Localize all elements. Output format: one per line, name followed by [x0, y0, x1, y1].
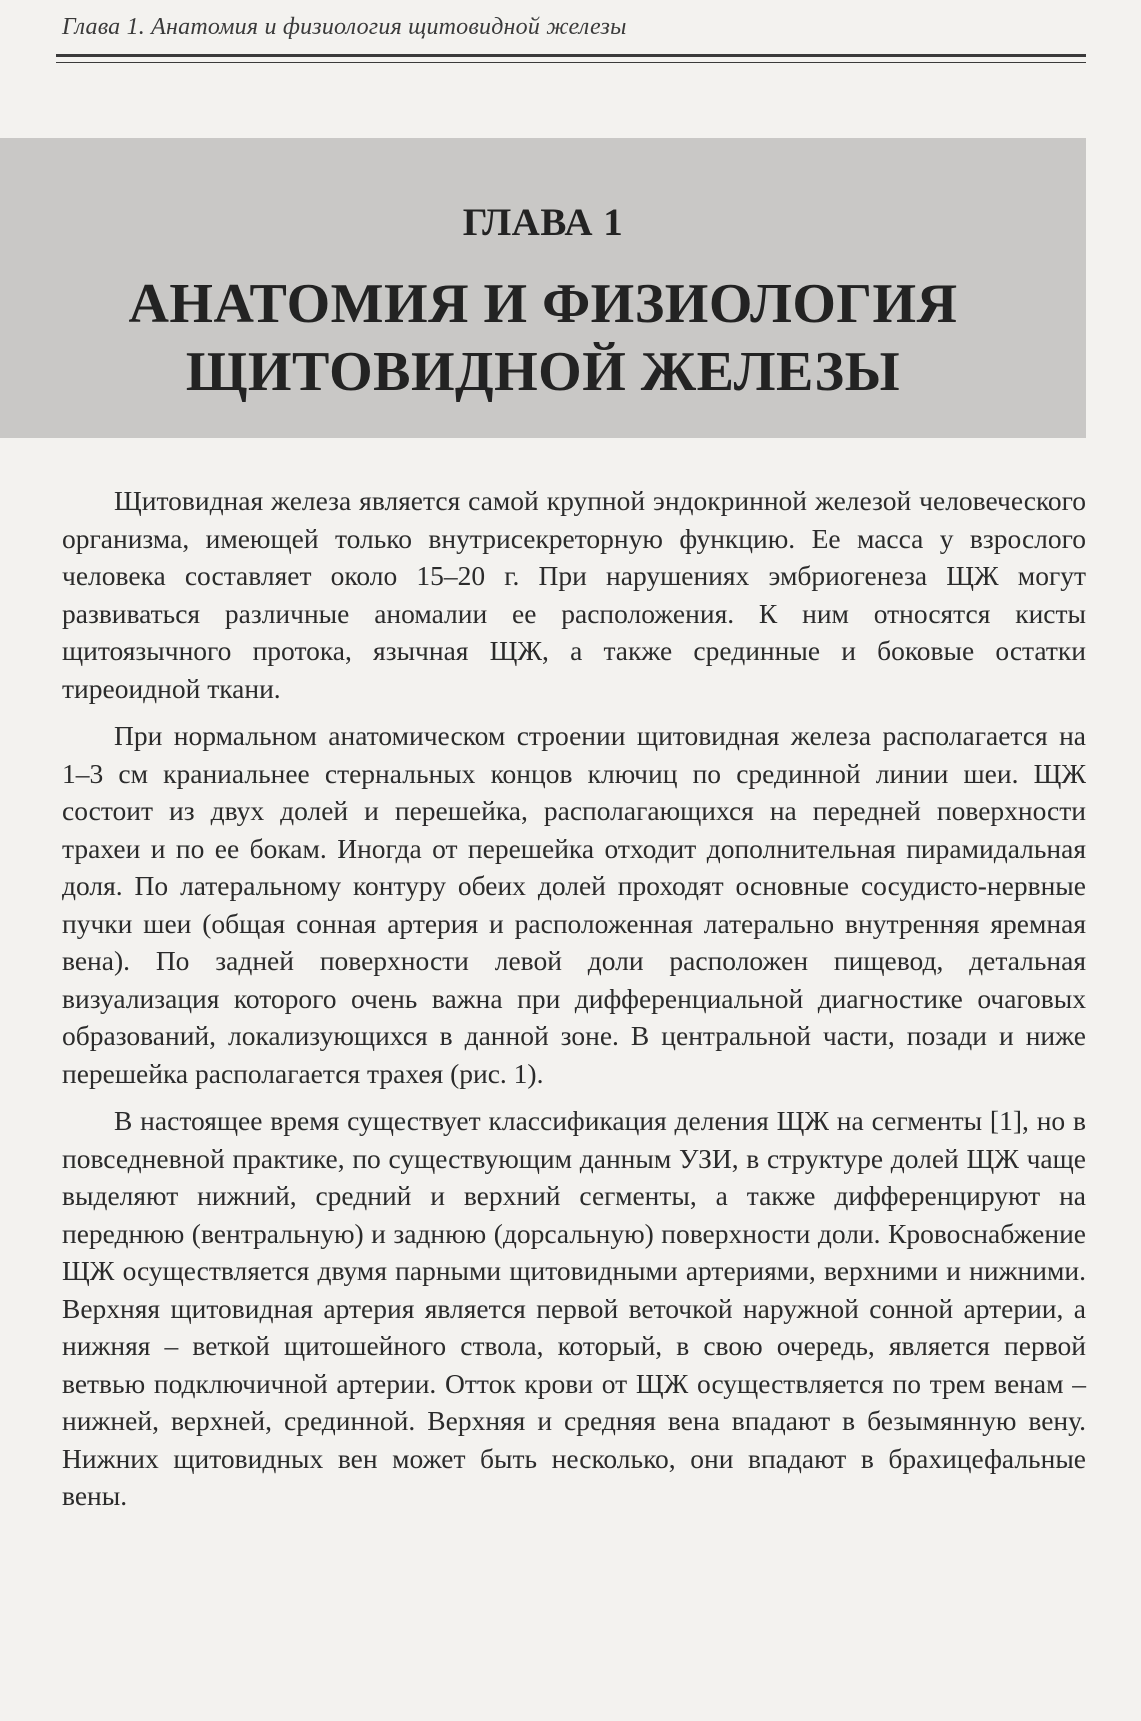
chapter-title-line-1: АНАТОМИЯ И ФИЗИОЛОГИЯ — [128, 273, 958, 335]
paragraph-1: Щитовидная железа является самой крупной эндокринной железой человеческого организма, имеющей только внутрисекреторную функцию. Ее масса у взрослого человека составляет около 15–20 г. При нарушениях эмбриогенеза ЩЖ могут развиваться различные аномалии ее расположения. К ним относятся кисты щитоязычного протока, язычная ЩЖ, а также срединные и боковые остатки тиреоидной ткани. — [62, 485, 1086, 704]
body-text — [62, 482, 1086, 1525]
chapter-banner — [0, 138, 1086, 438]
chapter-title-line-2: ЩИТОВИДНОЙ ЖЕЛЕЗЫ — [185, 341, 901, 403]
header-rule-thin — [56, 62, 1086, 63]
running-header: Глава 1. Анатомия и физиология щитовидной железы — [62, 14, 627, 40]
chapter-title — [0, 270, 1086, 406]
paragraph-2: При нормальном анатомическом строении щитовидная железа располагается на 1–3 см краниальнее стернальных концов ключиц по срединной линии шеи. ЩЖ состоит из двух долей и перешейка, располагающихся на передней поверхности трахеи и по ее бокам. Иногда от перешейка отходит дополнительная пирамидальная доля. По латеральному контуру обеих долей проходят основные сосудисто-нервные пучки шеи (общая сонная артерия и расположенная латерально внутренняя яремная вена). По задней поверхности левой доли расположен пищевод, детальная визуализация которого очень важна при дифференциальной диагностике очаговых образований, локализующихся в данной зоне. В центральной части, позади и ниже перешейка располагается трахея (рис. 1). — [62, 720, 1086, 1089]
paragraph-3: В настоящее время существует классификация деления ЩЖ на сегменты [1], но в повседневной практике, по существующим данным УЗИ, в структуре долей ЩЖ чаще выделяют нижний, средний и верхний сегменты, а также дифференцируют на переднюю (вентральную) и заднюю (дорсальную) поверхности доли. Кровоснабжение ЩЖ осуществляется двумя парными щитовидными артериями, верхними и нижними. Верхняя щитовидная артерия является первой веточкой наружной сонной артерии, а нижняя – веткой щитошейного ствола, который, в свою очередь, является первой ветвью подключичной артерии. Отток крови от ЩЖ осуществляется по трем венам – нижней, верхней, срединной. Верхняя и средняя вена впадают в безымянную вену. Нижних щитовидных вен может быть несколько, они впадают в брахицефальные вены. — [62, 1105, 1086, 1511]
header-rule — [56, 54, 1086, 57]
chapter-number: ГЛАВА 1 — [462, 201, 624, 244]
